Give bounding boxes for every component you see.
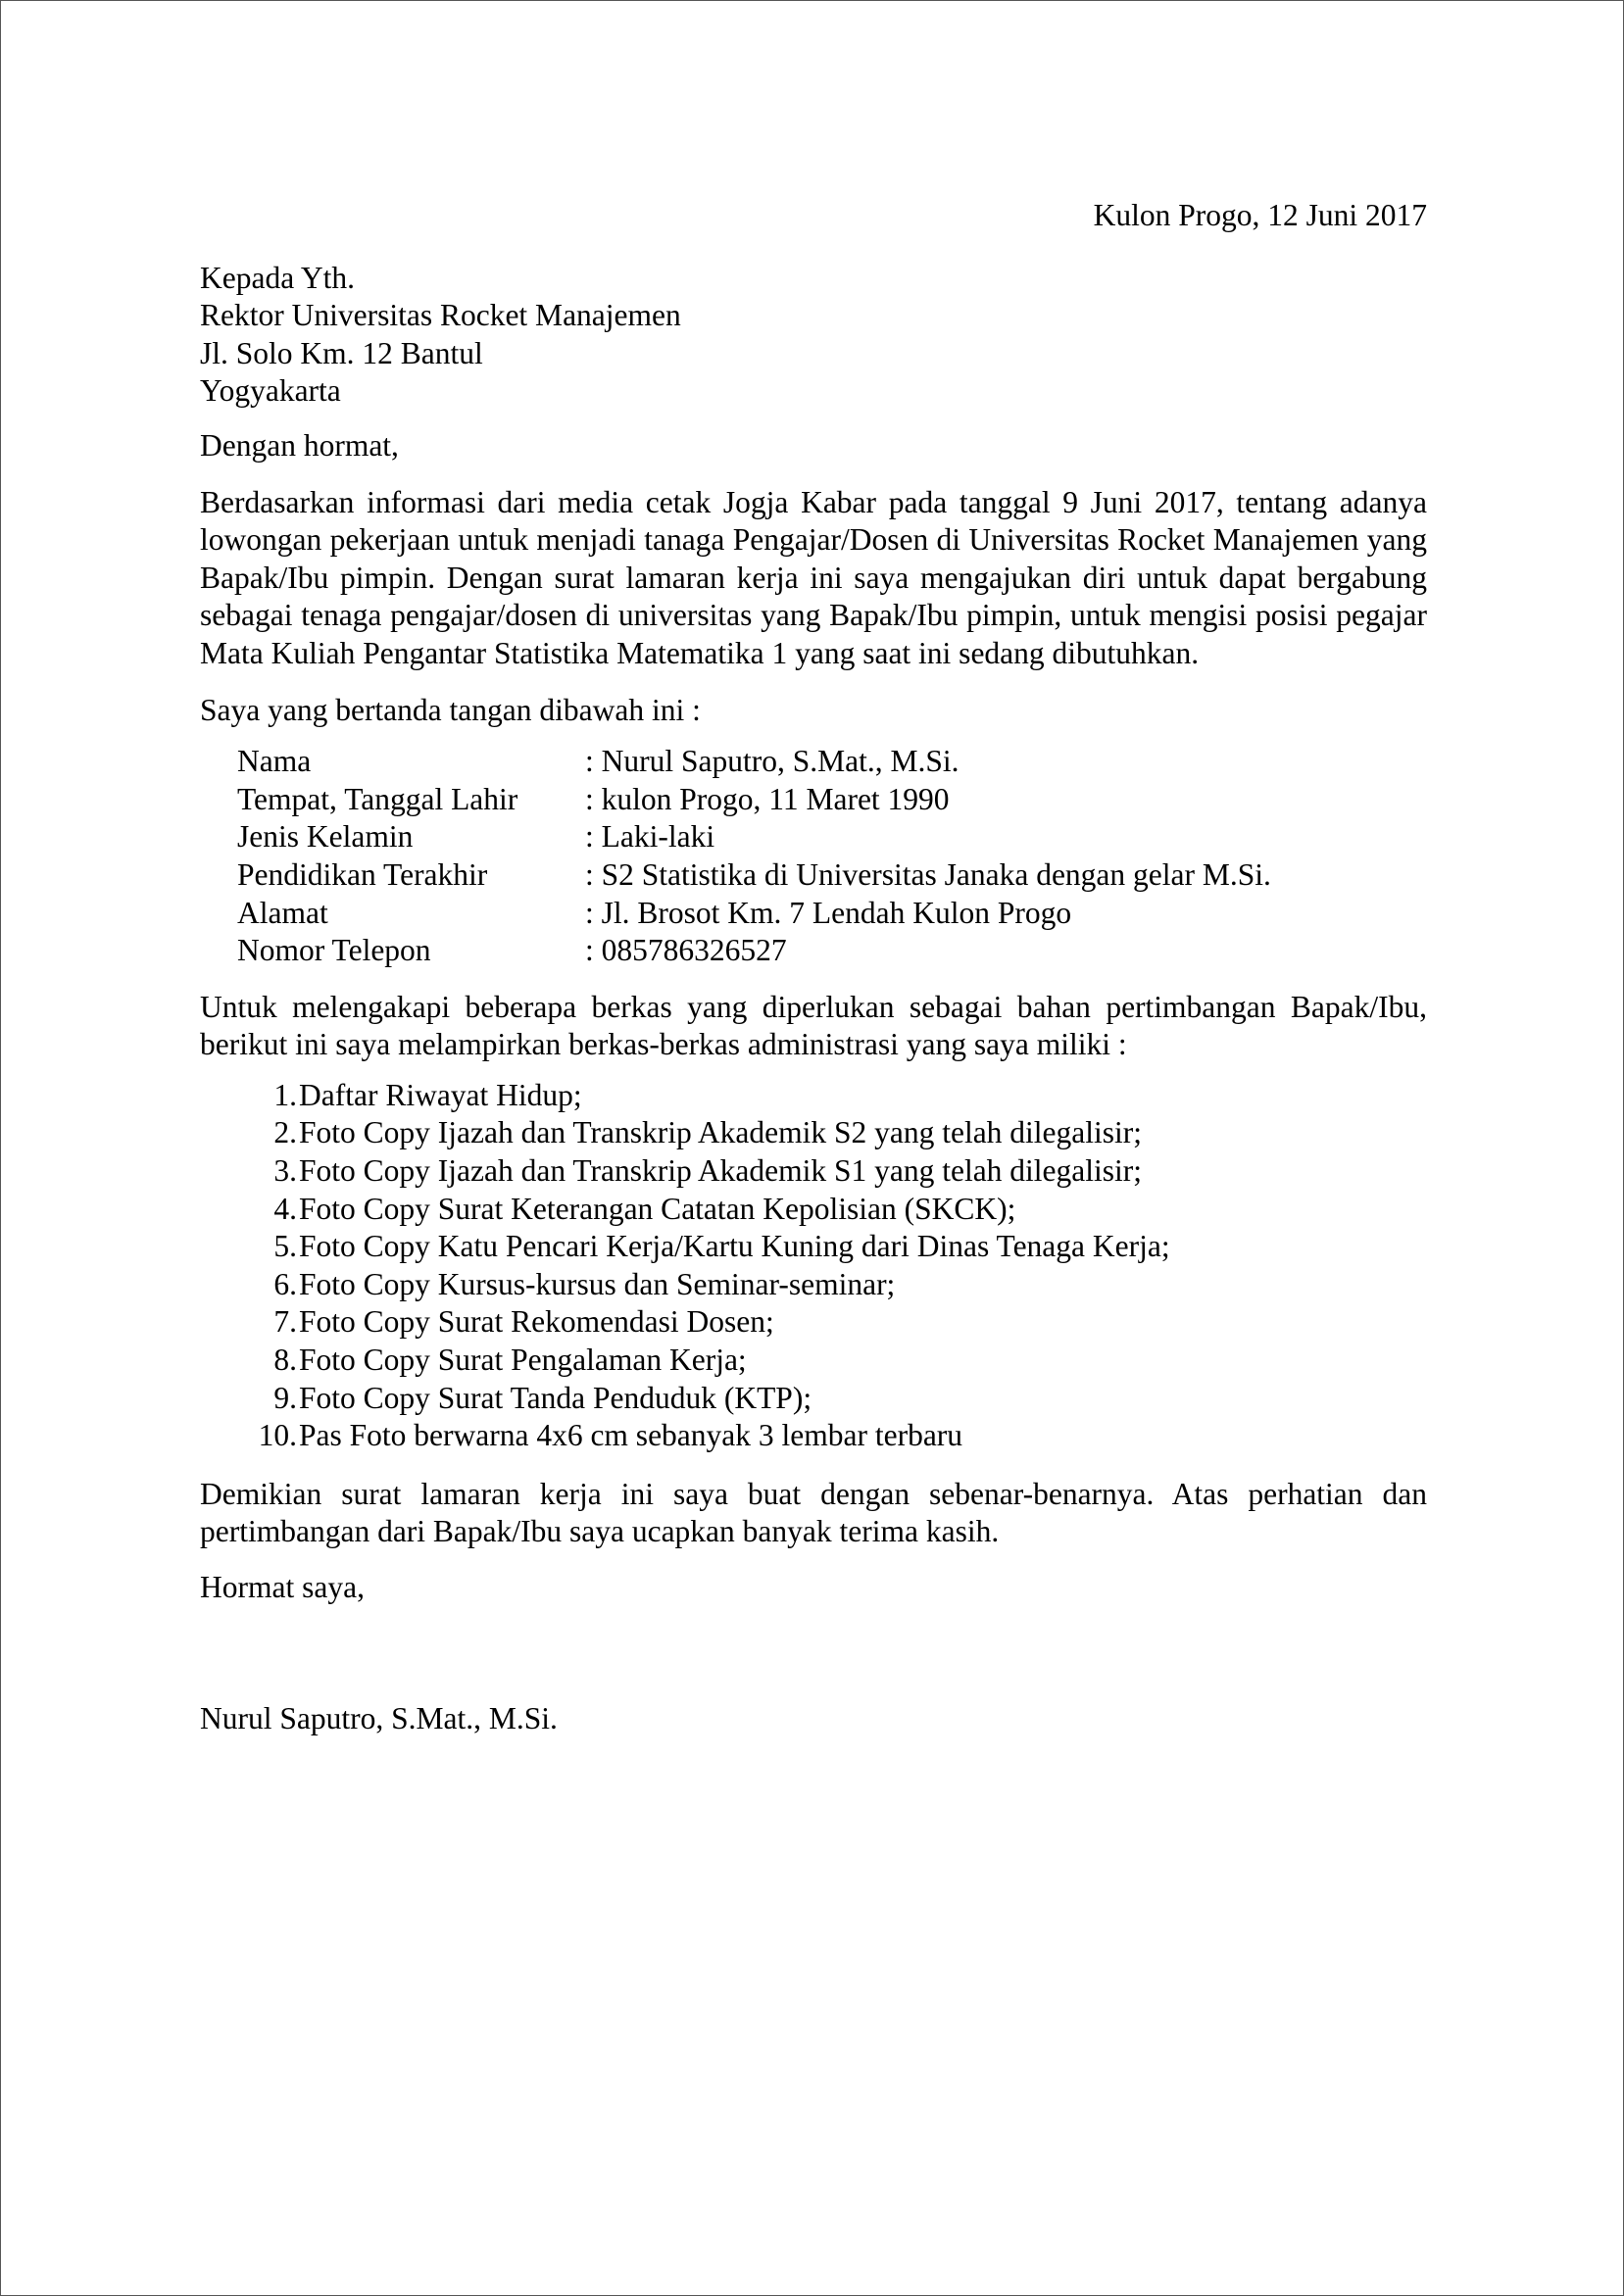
- regards: Hormat saya,: [200, 1570, 365, 1604]
- identity-row: [237, 743, 1427, 781]
- attachment-text: Foto Copy Surat Tanda Penduduk (KTP);: [299, 1380, 812, 1415]
- attachment-text: Foto Copy Kursus-kursus dan Seminar-seminar;: [299, 1266, 896, 1301]
- identity-row: [237, 932, 1427, 970]
- identity-label: Nomor Telepon: [237, 933, 431, 968]
- attachment-number: 2.: [273, 1115, 297, 1150]
- identity-value: : S2 Statistika di Universitas Janaka dengan gelar M.Si.: [585, 856, 1271, 892]
- identity-label: Nama: [237, 744, 312, 779]
- attachment-text: Foto Copy Katu Pencari Kerja/Kartu Kuning dari Dinas Tenaga Kerja;: [299, 1229, 1170, 1264]
- attachment-number: 6.: [273, 1266, 297, 1301]
- attachment-item: [200, 1380, 1427, 1418]
- identity-row: [237, 781, 1427, 819]
- identity-label: Tempat, Tanggal Lahir: [237, 781, 518, 816]
- attachment-text: Daftar Riwayat Hidup;: [299, 1077, 582, 1112]
- attachment-number: 1.: [273, 1077, 297, 1112]
- identity-label: Alamat: [237, 895, 328, 930]
- place-date: Kulon Progo, 12 Juni 2017: [1093, 198, 1427, 232]
- recipient-line: Rektor Universitas Rocket Manajemen: [200, 298, 681, 333]
- attachment-number: 7.: [273, 1304, 297, 1340]
- attachment-text: Pas Foto berwarna 4x6 cm sebanyak 3 lembar terbaru: [299, 1418, 963, 1453]
- attachment-text: Foto Copy Surat Rekomendasi Dosen;: [299, 1304, 774, 1340]
- attachment-item: [200, 1266, 1427, 1304]
- attachment-item: [200, 1114, 1427, 1152]
- recipient-line: Jl. Solo Km. 12 Bantul: [200, 335, 483, 370]
- body-paragraph-2: Untuk melengakapi beberapa berkas yang diperlukan sebagai bahan pertimbangan Bapak/Ibu, berikut ini saya melampirkan berkas-berkas administrasi yang saya miliki :: [200, 989, 1427, 1062]
- identity-value: : Nurul Saputro, S.Mat., M.Si.: [585, 744, 960, 779]
- identity-label: Pendidikan Terakhir: [237, 856, 488, 892]
- application-letter: [200, 197, 1427, 1737]
- attachment-item: [200, 1077, 1427, 1115]
- attachment-item: [200, 1191, 1427, 1229]
- attachment-number: 9.: [273, 1380, 297, 1415]
- greeting: Dengan hormat,: [200, 427, 399, 463]
- attachment-item: [200, 1342, 1427, 1380]
- attachment-number: 10.: [258, 1418, 297, 1453]
- identity-intro: Saya yang bertanda tangan dibawah ini :: [200, 692, 701, 727]
- identity-value: : Jl. Brosot Km. 7 Lendah Kulon Progo: [585, 895, 1072, 930]
- attachment-number: 3.: [273, 1153, 297, 1189]
- attachment-number: 8.: [273, 1343, 297, 1378]
- attachment-item: [200, 1228, 1427, 1266]
- recipient-line: Kepada Yth.: [200, 260, 356, 295]
- attachment-text: Foto Copy Surat Pengalaman Kerja;: [299, 1343, 747, 1378]
- identity-label: Jenis Kelamin: [237, 819, 414, 855]
- identity-row: [237, 856, 1427, 895]
- attachment-text: Foto Copy Surat Keterangan Catatan Kepolisian (SKCK);: [299, 1191, 1016, 1226]
- identity-row: [237, 818, 1427, 856]
- attachment-number: 5.: [273, 1229, 297, 1264]
- identity-value: : Laki-laki: [585, 819, 715, 855]
- attachment-item: [200, 1417, 1427, 1455]
- body-paragraph-1: Berdasarkan informasi dari media cetak Jogja Kabar pada tanggal 9 Juni 2017, tentang adanya lowongan pekerjaan untuk menjadi tanaga Pengajar/Dosen di Universitas Rocket Manajemen yang Bapak/Ibu pimpin. Dengan surat lamaran kerja ini saya mengajukan diri untuk dapat bergabung sebagai tenaga pengajar/dosen di universitas yang Bapak/Ibu pimpin, untuk mengisi posisi pegajar Mata Kuliah Pengantar Statistika Matematika 1 yang saat ini sedang dibutuhkan.: [200, 484, 1427, 670]
- attachment-number: 4.: [273, 1191, 297, 1226]
- identity-row: [237, 895, 1427, 933]
- signer-name: Nurul Saputro, S.Mat., M.Si.: [200, 1700, 558, 1735]
- identity-table: [237, 743, 1427, 970]
- attachment-text: Foto Copy Ijazah dan Transkrip Akademik S2 yang telah dilegalisir;: [299, 1115, 1143, 1150]
- attachment-item: [200, 1303, 1427, 1342]
- closing-paragraph: Demikian surat lamaran kerja ini saya buat dengan sebenar-benarnya. Atas perhatian dan pertimbangan dari Bapak/Ibu saya ucapkan banyak terima kasih.: [200, 1476, 1427, 1549]
- attachment-text: Foto Copy Ijazah dan Transkrip Akademik S1 yang telah dilegalisir;: [299, 1153, 1143, 1189]
- attachment-item: [200, 1152, 1427, 1191]
- attachment-list: [200, 1077, 1427, 1455]
- recipient-address: [200, 260, 1427, 411]
- identity-value: : kulon Progo, 11 Maret 1990: [585, 781, 950, 816]
- recipient-line: Yogyakarta: [200, 373, 341, 409]
- identity-value: : 085786326527: [585, 933, 787, 968]
